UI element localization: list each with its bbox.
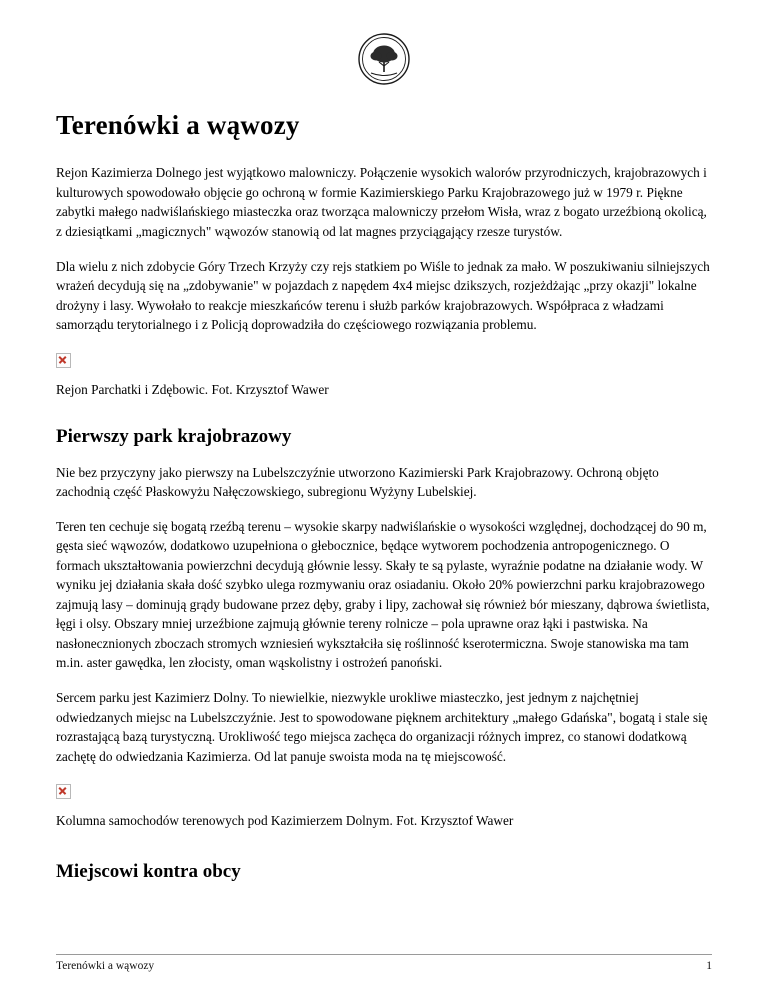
footer-page-number: 1 <box>706 960 712 972</box>
broken-image-placeholder-2 <box>56 784 71 799</box>
page-footer <box>56 954 712 972</box>
section1-paragraph-1: Nie bez przyczyny jako pierwszy na Lubelszczyźnie utworzono Kazimierski Park Krajobrazowy. Ochroną objęto zachodnią część Płaskowyżu Nałęczowskiego, subregionu Wyżyny Lubelskiej. <box>56 464 659 500</box>
image-caption-2: Kolumna samochodów terenowych pod Kazimierzem Dolnym. Fot. Krzysztof Wawer <box>56 813 514 829</box>
intro-paragraph-1: Rejon Kazimierza Dolnego jest wyjątkowo malowniczy. Połączenie wysokich walorów przyrodniczych, krajobrazowych i kulturowych spowodowało objęcie go ochroną w formie Kazimierskiego Parku Krajobrazowego już w 1979 r. Piękne zabytki małego nadwiślańskiego miasteczka oraz tworząca malowniczy przełom Wisła, wraz z bogato urzeźbioną okolicą, z dziesiątkami „magicznych" wąwozów stanowią od lat magnes przyciągający rzesze turystów. <box>56 165 707 239</box>
logo-container <box>56 32 712 91</box>
section-heading-miejscowi-kontra-obcy: Miejscowi kontra obcy <box>56 861 241 883</box>
tree-emblem-logo-icon <box>357 32 411 86</box>
section1-paragraph-3: Sercem parku jest Kazimierz Dolny. To niewielkie, niezwykle urokliwe miasteczko, jest jednym z najchętniej odwiedzanych miejsc na Lubelszczyźnie. Jest to spowodowane pięknem architektury „małego Gdańska", bogatą i stale się rozrastającą bazą turystyczną. Urokliwość tego miejsca zachęca do organizacji różnych imprez, co stanowi dodatkową zachętę do odwiedzania Kazimierza. Od lat panuje swoista moda na tę miejscowość. <box>56 689 708 764</box>
section-heading-pierwszy-park: Pierwszy park krajobrazowy <box>56 425 292 447</box>
image-caption-1: Rejon Parchatki i Zdębowic. Fot. Krzysztof Wawer <box>56 381 329 397</box>
intro-paragraph-2: Dla wielu z nich zdobycie Góry Trzech Krzyży czy rejs statkiem po Wiśle to jednak za mało. W poszukiwaniu silniejszych wrażeń decydują się na „zdobywanie" w pojazdach z napędem 4x4 miejsc dzikszych, rozjeżdżając „przy okazji" lokalne drożyny i lasy. Wywołało to reakcje mieszkańców terenu i służb parków krajobrazowych. Współpraca z władzami samorządu terytorialnego i z Policją doprowadziła do częściowego rozwiązania problemu. <box>56 258 710 333</box>
footer-left-text: Terenówki a wąwozy <box>56 960 155 972</box>
page-title: Terenówki a wąwozy <box>56 110 300 140</box>
section1-paragraph-2: Teren ten cechuje się bogatą rzeźbą terenu – wysokie skarpy nadwiślańskie o wysokości względnej, dochodzącej do 90 m, gęsta sieć wąwozów, dodatkowo uzupełniona o głebocznice, będące wytworem pochodzenia antropogenicznego. O formach ukształtowania powierzchni decydują głównie lessy. Skały te są pylaste, wyraźnie podatne na działanie wody. W wyniku jej działania skała dość szybko ulega rozmywaniu oraz osiadaniu. Około 20% powierzchni parku krajobrazowego zajmują lasy – dominują grądy budowane przez dęby, graby i lipy, zachował się również bór mieszany, dąbrowa świetlista, łęgi i olsy. Obszary mniej urzeźbione zajmują głównie tereny rolnicze – pola uprawne oraz łąki i pastwiska. Na nasłonecznionych zboczach stromych wzniesień wykształciła się roślinność kserotermiczna. Swoje stanowiska ma tam m.in. aster gawędka, len złocisty, oman wąskolistny i ostrożeń panoński. <box>56 518 710 671</box>
broken-image-placeholder-1 <box>56 353 71 368</box>
